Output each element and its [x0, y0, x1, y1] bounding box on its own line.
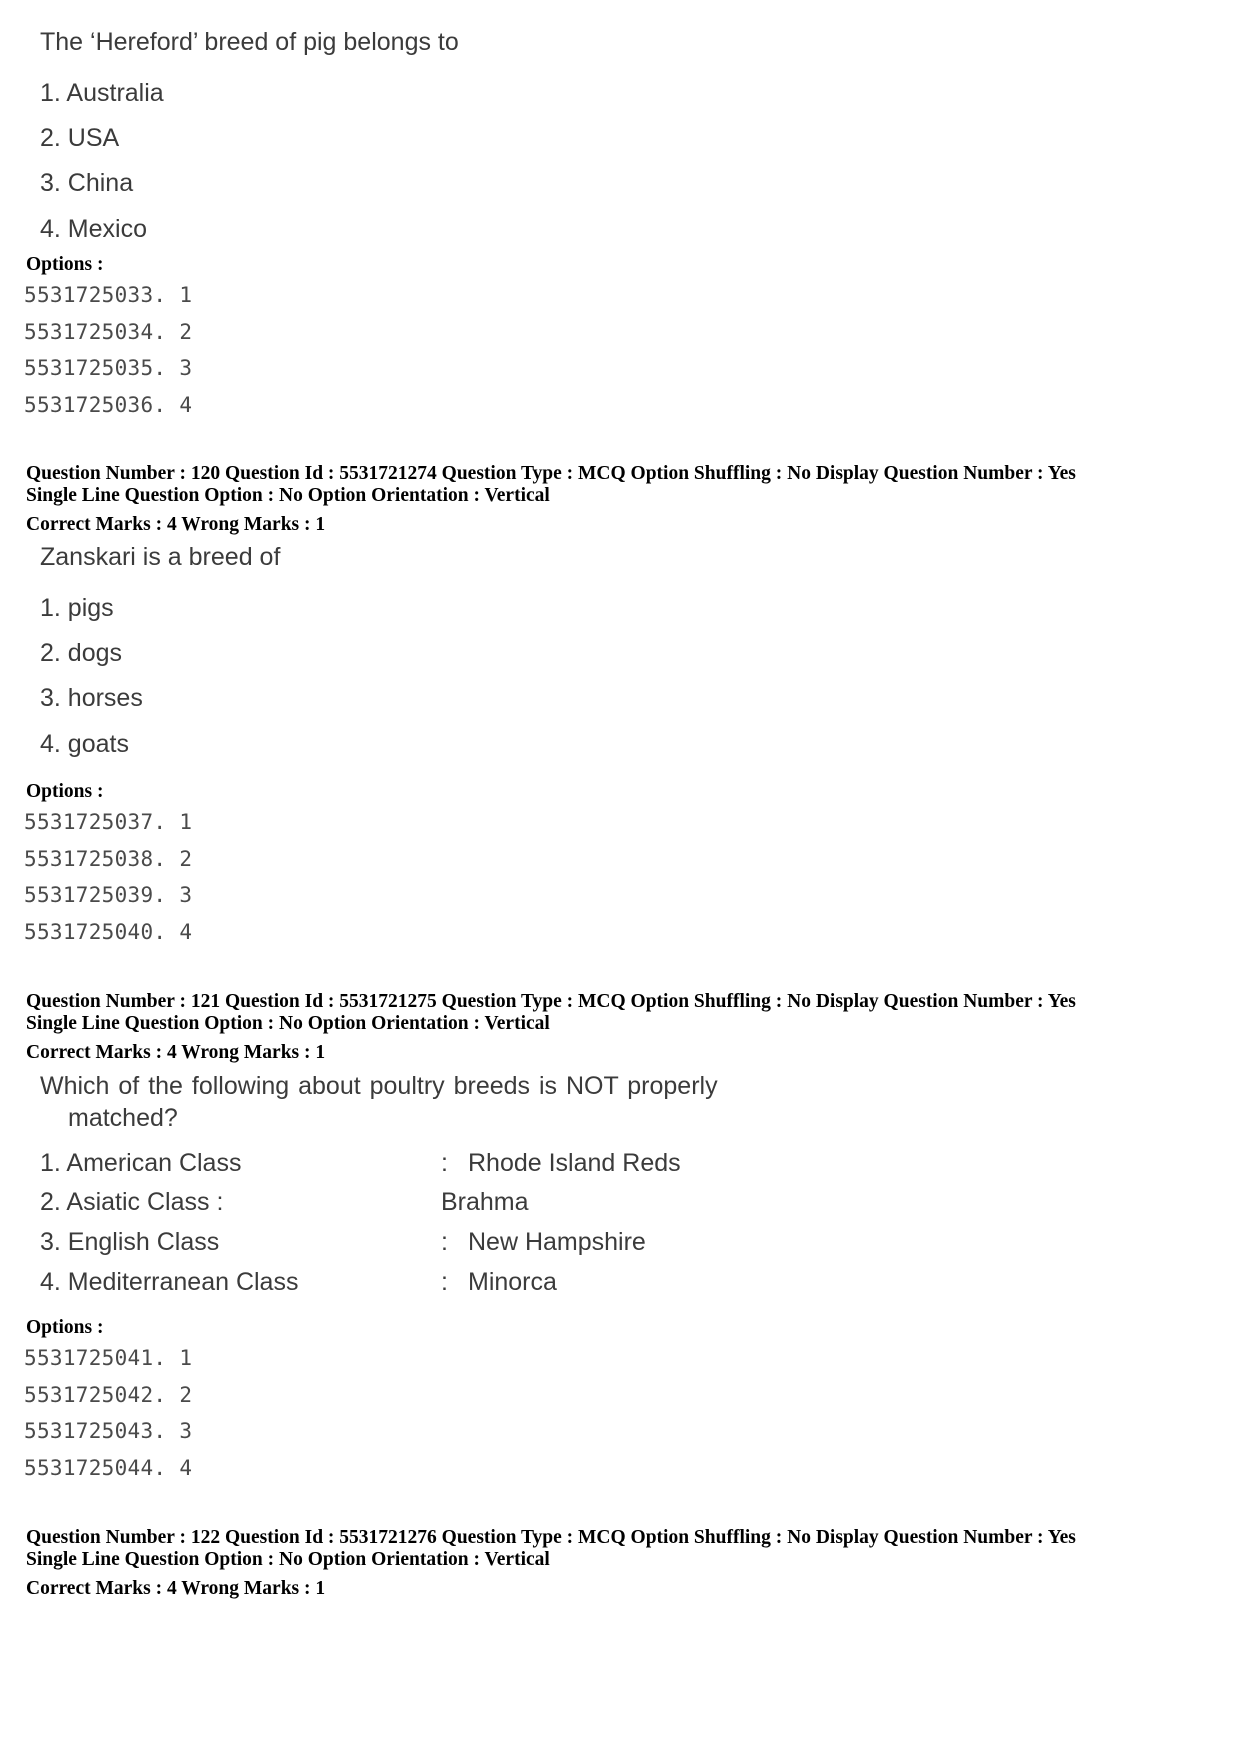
option-id: 5531725036. 4	[24, 393, 193, 417]
answer-choice: 4. goats	[40, 730, 129, 758]
answer-choice: 3. English Class	[40, 1228, 220, 1256]
answer-choice: 4. Mexico	[40, 215, 147, 243]
answer-choice: 3. horses	[40, 684, 143, 712]
option-id: 5531725034. 2	[24, 320, 193, 344]
option-id: 5531725033. 1	[24, 283, 193, 307]
answer-choice: 1. American Class	[40, 1149, 242, 1177]
answer-choice: 1. Australia	[40, 79, 164, 107]
option-id: 5531725035. 3	[24, 356, 193, 380]
answer-choice: 2. Asiatic Class :	[40, 1188, 224, 1216]
question-meta: Single Line Question Option : No Option Orientation : Vertical	[26, 1549, 550, 1570]
option-id: 5531725041. 1	[24, 1346, 193, 1370]
question-stem: Zanskari is a breed of	[40, 543, 281, 571]
options-label: Options :	[26, 254, 104, 275]
answer-choice: 4. Mediterranean Class	[40, 1268, 299, 1296]
choice-match: Rhode Island Reds	[468, 1149, 681, 1177]
option-id: 5531725043. 3	[24, 1419, 193, 1443]
question-marks: Correct Marks : 4 Wrong Marks : 1	[26, 1042, 326, 1063]
option-id: 5531725042. 2	[24, 1383, 193, 1407]
question-marks: Correct Marks : 4 Wrong Marks : 1	[26, 1578, 326, 1599]
question-stem: The ‘Hereford’ breed of pig belongs to	[40, 28, 459, 56]
answer-choice: 3. China	[40, 169, 134, 197]
option-id: 5531725038. 2	[24, 847, 193, 871]
answer-choice: 2. dogs	[40, 639, 123, 667]
question-meta: Single Line Question Option : No Option Orientation : Vertical	[26, 485, 550, 506]
question-stem: Which of the following about poultry breeds is NOT properly	[40, 1072, 718, 1100]
choice-separator: :	[441, 1228, 448, 1256]
choice-match: Brahma	[441, 1188, 529, 1216]
question-meta: Single Line Question Option : No Option Orientation : Vertical	[26, 1013, 550, 1034]
choice-separator: :	[441, 1149, 448, 1177]
answer-choice: 2. USA	[40, 124, 120, 152]
question-stem-continued: matched?	[68, 1104, 178, 1132]
question-meta: Question Number : 121 Question Id : 5531721275 Question Type : MCQ Option Shuffling : No Display Question Number : Yes	[26, 991, 1076, 1012]
question-meta: Question Number : 120 Question Id : 5531721274 Question Type : MCQ Option Shuffling : No Display Question Number : Yes	[26, 463, 1076, 484]
option-id: 5531725040. 4	[24, 920, 193, 944]
answer-choice: 1. pigs	[40, 594, 114, 622]
option-id: 5531725039. 3	[24, 883, 193, 907]
options-label: Options :	[26, 1317, 104, 1338]
question-meta: Question Number : 122 Question Id : 5531721276 Question Type : MCQ Option Shuffling : No Display Question Number : Yes	[26, 1527, 1076, 1548]
options-label: Options :	[26, 781, 104, 802]
choice-separator: :	[441, 1268, 448, 1296]
question-marks: Correct Marks : 4 Wrong Marks : 1	[26, 514, 326, 535]
option-id: 5531725044. 4	[24, 1456, 193, 1480]
option-id: 5531725037. 1	[24, 810, 193, 834]
choice-match: New Hampshire	[468, 1228, 646, 1256]
choice-match: Minorca	[468, 1268, 557, 1296]
